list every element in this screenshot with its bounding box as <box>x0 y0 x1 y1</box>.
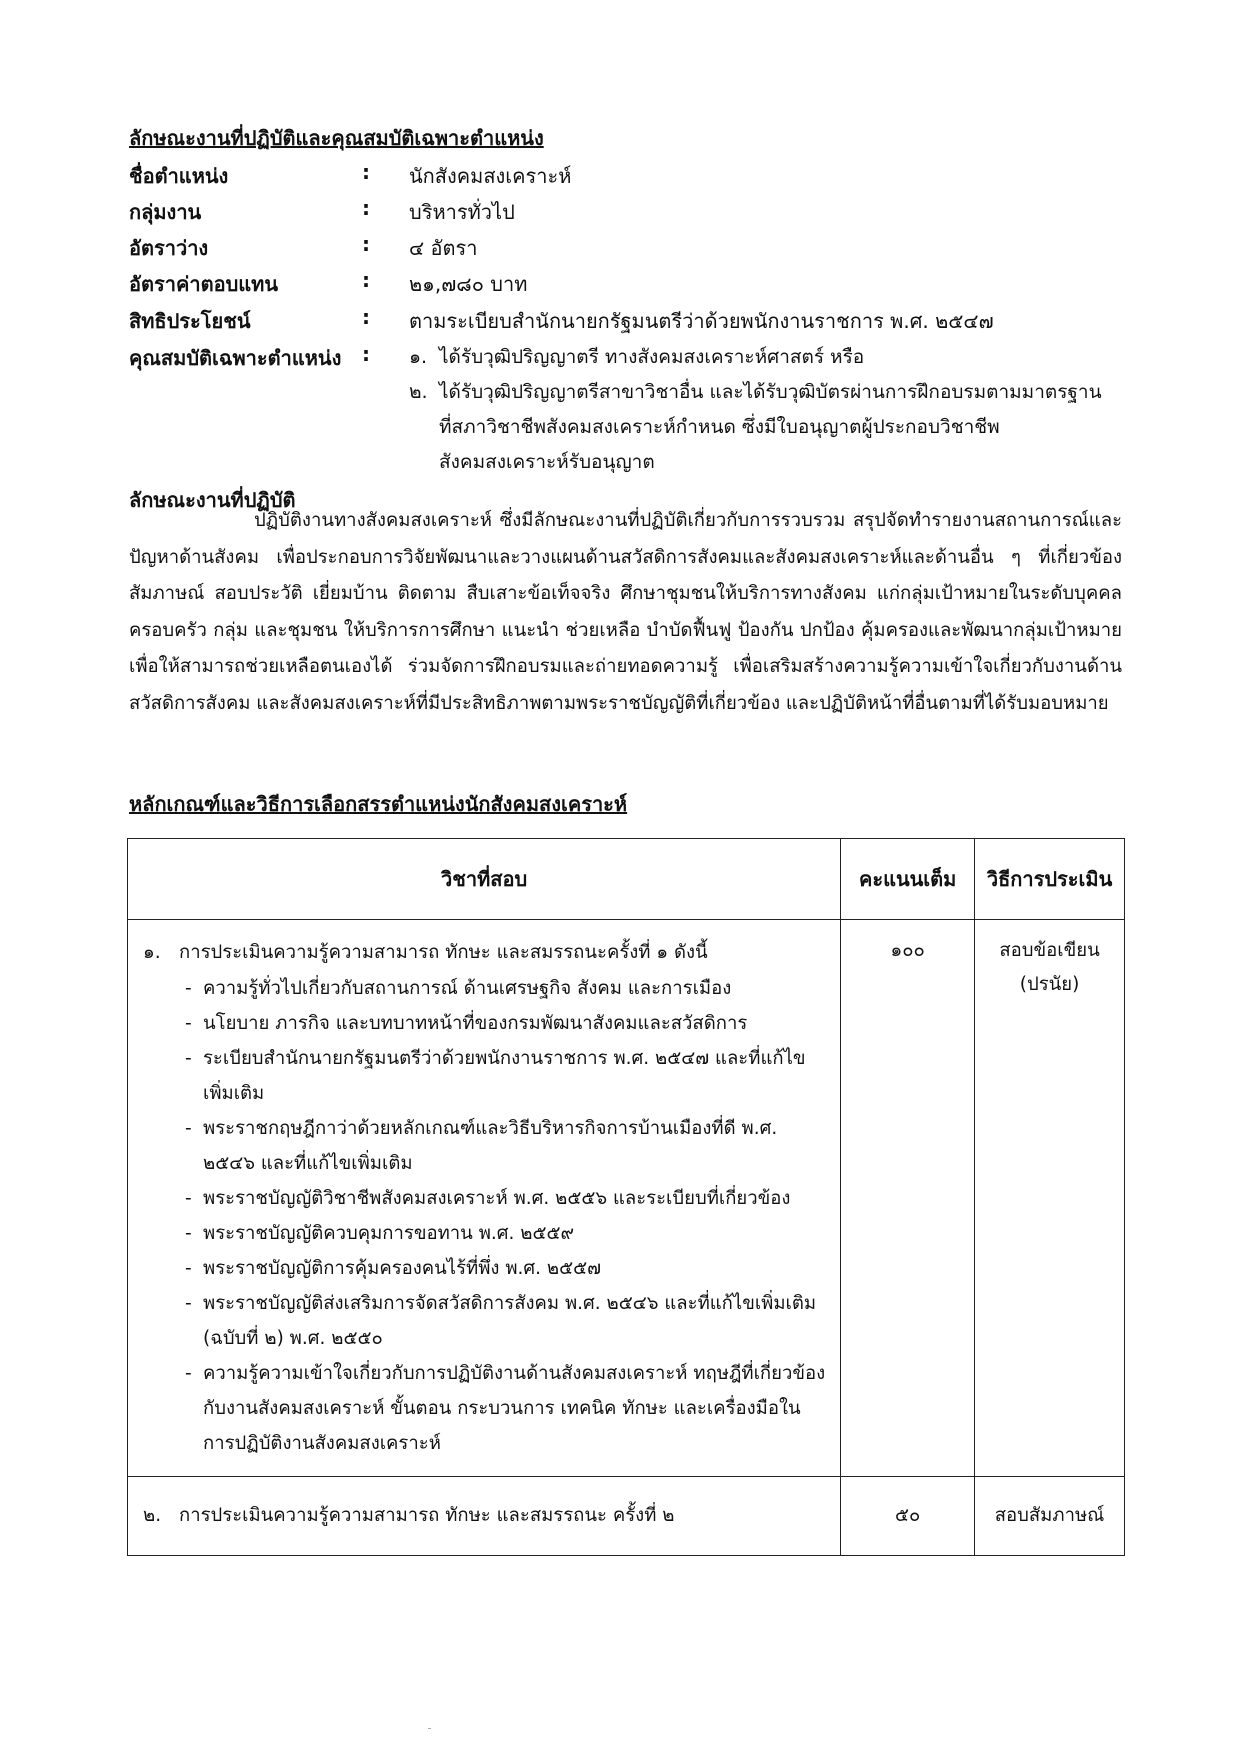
list-item: - ความรู้ความเข้าใจเกี่ยวกับการปฏิบัติงานด้านสังคมสงเคราะห์ ทฤษฎีที่เกี่ยวข้องกับงานสังคมสงเคราะห์ ขั้นตอน กระบวนการ เทคนิค ทักษะ และเครื่องมือในการปฏิบัติงานสังคมสงเคราะห์ <box>185 1363 826 1454</box>
method-cell: สอบสัมภาษณ์ <box>975 1477 1125 1556</box>
qualification-list <box>409 340 1109 480</box>
list-item: - ความรู้ทั่วไปเกี่ยวกับสถานการณ์ ด้านเศรษฐกิจ สังคม และการเมือง <box>185 978 732 999</box>
subject-cell <box>128 920 841 1477</box>
field-position-name <box>129 160 1129 196</box>
header-method: วิธีการประเมิน <box>975 839 1125 920</box>
list-item: - พระราชบัญญัติการคุ้มครองคนไร้ที่พึ่ง พ.ศ. ๒๕๕๗ <box>185 1258 602 1279</box>
header-full-score: คะแนนเต็ม <box>841 839 975 920</box>
topic-block <box>129 921 839 1475</box>
field-benefits <box>129 305 1129 341</box>
field-colon: : <box>362 268 370 292</box>
qualification-number: ๑. <box>409 346 428 368</box>
topic-number: ๒. <box>143 1505 162 1526</box>
field-label: อัตราว่าง <box>129 236 209 260</box>
list-item: - ระเบียบสำนักนายกรัฐมนตรีว่าด้วยพนักงานราชการ พ.ศ. ๒๕๔๗ และที่แก้ไขเพิ่มเติม <box>185 1048 806 1104</box>
topic-title: การประเมินความรู้ความสามารถ ทักษะ และสมรรถนะ ครั้งที่ ๒ <box>179 1505 675 1526</box>
field-value: บริหารทั่วไป <box>409 200 515 224</box>
duties-paragraph <box>129 503 1122 722</box>
list-item: - นโยบาย ภารกิจ และบทบาทหน้าที่ของกรมพัฒนาสังคมและสวัสดิการ <box>185 1013 748 1034</box>
duties-text: ปฏิบัติงานทางสังคมสงเคราะห์ ซึ่งมีลักษณะงานที่ปฏิบัติเกี่ยวกับการรวบรวม สรุปจัดทำรายงานสถานการณ์และปัญหาด้านสังคม เพื่อประกอบการวิจัยพัฒนาและวางแผนด้านสวัสดิการสังคมและสังคมสงเคราะห์และด้านอื่น ๆ ที่เกี่ยวข้องสัมภาษณ์ สอบประวัติ เยี่ยมบ้าน ติดตาม สืบเสาะข้อเท็จจริง ศึกษาชุมชนให้บริการทางสังคม แก่กลุ่มเป้าหมายในระดับบุคคลครอบครัว กลุ่ม และชุมชน ให้บริการการศึกษา แนะนำ ช่วยเหลือ บำบัดฟื้นฟู ป้องกัน ปกป้อง คุ้มครองและพัฒนากลุ่มเป้าหมายเพื่อให้สามารถช่วยเหลือตนเองได้ ร่วมจัดการฝึกอบรมและถ่ายทอดความรู้ เพื่อเสริมสร้างความรู้ความเข้าใจเกี่ยวกับงานด้านสวัสดิการสังคม และสังคมสงเคราะห์ที่มีประสิทธิภาพตามพระราชบัญญัติที่เกี่ยวข้อง และปฏิบัติหน้าที่อื่นตามที่ได้รับมอบหมาย <box>129 510 1122 714</box>
field-salary <box>129 268 1129 304</box>
field-value: ๒๑,๗๘๐ บาท <box>409 272 528 296</box>
field-label: กลุ่มงาน <box>129 200 202 224</box>
header-subject: วิชาที่สอบ <box>128 839 841 920</box>
field-value: ตามระเบียบสำนักนายกรัฐมนตรีว่าด้วยพนักงานราชการ พ.ศ. ๒๕๔๗ <box>409 309 994 333</box>
field-value: ๔ อัตรา <box>409 236 478 260</box>
field-colon: : <box>362 232 370 256</box>
topic-title: การประเมินความรู้ความสามารถ ทักษะ และสมรรถนะครั้งที่ ๑ ดังนี้ <box>179 942 708 963</box>
table-header-row <box>128 839 1125 920</box>
topic-block <box>129 1478 839 1554</box>
subject-cell <box>128 1477 841 1556</box>
field-work-group <box>129 196 1129 232</box>
field-value: นักสังคมสงเคราะห์ <box>409 164 572 188</box>
field-colon: : <box>362 342 370 366</box>
list-item: - พระราชบัญญัติควบคุมการขอทาน พ.ศ. ๒๕๕๙ <box>185 1223 575 1244</box>
field-label: อัตราค่าตอบแทน <box>129 272 279 296</box>
qualification-text: ได้รับวุฒิปริญญาตรีสาขาวิชาอื่น และได้รับวุฒิบัตรผ่านการฝึกอบรมตามมาตรฐานที่สภาวิชาชีพสังคมสงเคราะห์กำหนด ซึ่งมีใบอนุญาตผู้ประกอบวิชาชีพสังคมสงเคราะห์รับอนุญาต <box>439 381 1102 473</box>
field-vacancies <box>129 232 1129 268</box>
field-label: ชื่อตำแหน่ง <box>129 164 229 188</box>
field-label: คุณสมบัติเฉพาะตำแหน่ง <box>129 346 342 370</box>
method-cell: สอบข้อเขียน (ปรนัย) <box>975 920 1125 1477</box>
qualification-number: ๒. <box>409 381 428 403</box>
list-item: - พระราชกฤษฎีกาว่าด้วยหลักเกณฑ์และวิธีบริหารกิจการบ้านเมืองที่ดี พ.ศ. ๒๕๔๖ และที่แก้ไขเพิ่มเติม <box>185 1118 778 1174</box>
list-item: - พระราชบัญญัติส่งเสริมการจัดสวัสดิการสังคม พ.ศ. ๒๕๔๖ และที่แก้ไขเพิ่มเติม (ฉบับที่ ๒) พ.ศ. ๒๕๕๐ <box>185 1293 817 1349</box>
score-cell: ๑๐๐ <box>841 920 975 1477</box>
table-row <box>128 1477 1125 1556</box>
field-label: สิทธิประโยชน์ <box>129 309 251 333</box>
field-colon: : <box>362 160 370 184</box>
topic-number: ๑. <box>143 942 161 963</box>
table-row <box>128 920 1125 1477</box>
scan-mark <box>428 1728 431 1729</box>
exam-table <box>127 838 1125 1556</box>
field-colon: : <box>362 305 370 329</box>
score-cell: ๕๐ <box>841 1477 975 1556</box>
field-colon: : <box>362 196 370 220</box>
section-title-duties: ลักษณะงานที่ปฏิบัติ <box>129 488 296 512</box>
section-title-duties-qualifications: ลักษณะงานที่ปฏิบัติและคุณสมบัติเฉพาะตำแหน่ง <box>129 126 544 150</box>
qualification-item <box>409 340 1109 375</box>
list-item: - พระราชบัญญัติวิชาชีพสังคมสงเคราะห์ พ.ศ. ๒๕๕๖ และระเบียบที่เกี่ยวข้อง <box>185 1188 791 1209</box>
qualification-text: ได้รับวุฒิปริญญาตรี ทางสังคมสงเคราะห์ศาสตร์ หรือ <box>439 346 865 368</box>
section-title-selection-criteria: หลักเกณฑ์และวิธีการเลือกสรรตำแหน่งนักสังคมสงเคราะห์ <box>129 792 628 816</box>
qualification-item <box>409 375 1109 480</box>
